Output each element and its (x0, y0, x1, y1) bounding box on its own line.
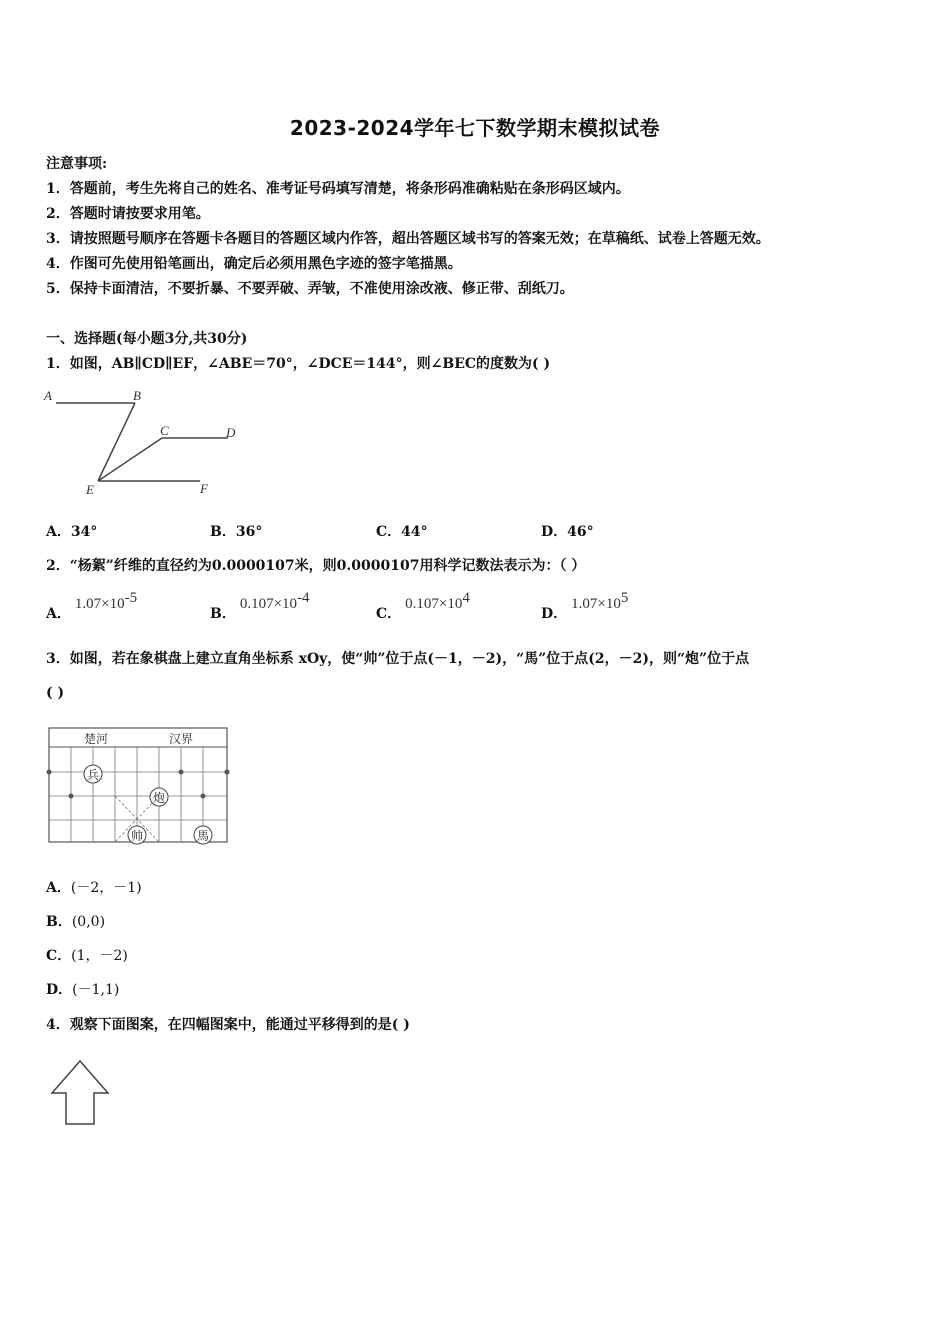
notice-item-1: 1．答题前，考生先将自己的姓名、准考证号码填写清楚，将条形码准确粘贴在条形码区域内。 (46, 181, 630, 197)
q2-option-c[interactable]: C．0.107×104 (376, 590, 470, 623)
label-e: E (86, 482, 94, 497)
label-b: B (133, 388, 141, 403)
river-right-label: 汉界 (169, 732, 194, 746)
q3-option-c[interactable]: C．(1，－2) (46, 948, 128, 964)
q2-text: 2．“杨絮”纤维的直径约为0.0000107米，则0.0000107用科学记数法表示为：（ ） (46, 558, 586, 574)
label-a: A (44, 388, 52, 403)
notice-item-4: 4．作图可先使用铅笔画出，确定后必须用黑色字迹的签字笔描黑。 (46, 256, 462, 272)
q2-option-d[interactable]: D．1.07×105 (541, 590, 629, 623)
q4-arrow-figure (48, 1058, 112, 1130)
q1-figure (40, 385, 250, 500)
notice-heading: 注意事项: (46, 156, 108, 172)
piece-ma: 馬 (197, 829, 210, 843)
q1-option-b[interactable]: B．36° (210, 524, 263, 540)
q2-option-b[interactable]: B．0.107×10-4 (210, 590, 310, 623)
q4-text: 4．观察下面图案，在四幅图案中，能通过平移得到的是( ) (46, 1017, 410, 1033)
page-title: 2023-2024学年七下数学期末模拟试卷 (289, 116, 661, 140)
notice-item-5: 5．保持卡面清洁，不要折暴、不要弄破、弄皱，不准使用涂改液、修正带、刮纸刀。 (46, 281, 574, 297)
q3-option-b[interactable]: B．(0,0) (46, 914, 106, 930)
notice-item-2: 2．答题时请按要求用笔。 (46, 206, 210, 222)
label-d: D (226, 425, 236, 440)
notice-item-3: 3．请按照题号顺序在答题卡各题目的答题区域内作答，超出答题区域书写的答案无效；在草稿纸、试卷上答题无效。 (46, 231, 770, 247)
q1-option-d[interactable]: D．46° (541, 524, 594, 540)
q2-option-a[interactable]: A．1.07×10-5 (46, 590, 138, 623)
section-heading: 一、选择题(每小题3分,共30分) (46, 331, 248, 347)
piece-shuai: 帅 (131, 829, 144, 843)
q3-text-line2: ( ) (46, 685, 65, 701)
label-c: C (160, 423, 169, 438)
up-arrow-icon (52, 1061, 108, 1124)
river-left-label: 楚河 (84, 732, 109, 746)
q1-option-c[interactable]: C．44° (376, 524, 428, 540)
q1-text: 1．如图，AB∥CD∥EF，∠ABE＝70°，∠DCE＝144°，则∠BEC的度数为( ) (46, 356, 551, 372)
piece-bing: 兵 (87, 768, 100, 782)
label-f: F (200, 481, 208, 496)
piece-pao: 炮 (153, 791, 166, 805)
q3-option-d[interactable]: D．(－1,1) (46, 982, 120, 998)
q1-option-a[interactable]: A．34° (46, 524, 98, 540)
q3-option-a[interactable]: A．(－2，－1) (46, 880, 142, 896)
q3-text-line1: 3．如图，若在象棋盘上建立直角坐标系 xOy，使“帅”位于点(－1，－2)，“馬”位于点(2，－2)，则“炮”位于点 (46, 651, 750, 667)
q3-chess-board (44, 725, 234, 850)
